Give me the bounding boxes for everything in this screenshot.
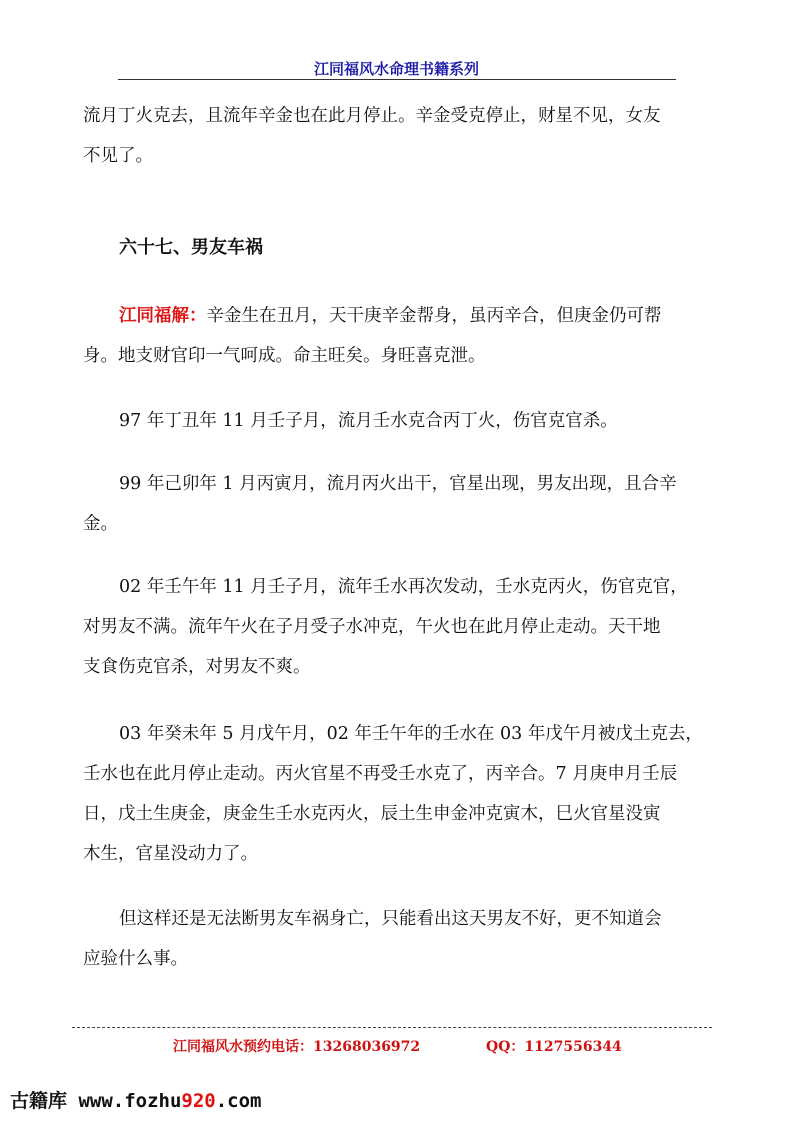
- text-line: 应验什么事。: [83, 949, 188, 969]
- footer-phone: 江同福风水预约电话：13268036972: [173, 1039, 421, 1055]
- text-line: 99 年己卯年 1 月丙寅月，流月丙火出干，官星出现，男友出现，且合辛: [119, 474, 677, 494]
- text-segment: 辛金生在丑月，天干庚辛金帮身，虽丙辛合，但庚金仍可帮: [206, 306, 662, 326]
- paragraph-6: [83, 899, 713, 979]
- site-watermark: [10, 1086, 261, 1113]
- text-line: 金。: [83, 514, 118, 534]
- paragraph-4: [83, 567, 713, 687]
- footer-contact: [0, 1036, 793, 1056]
- watermark-prefix: 古籍库 www.fozhu: [10, 1090, 182, 1112]
- text-line: 02 年壬午年 11 月壬子月，流年壬水再次发动，壬水克丙火，伤官克官，: [119, 577, 688, 597]
- footer-qq: QQ：1127556344: [486, 1039, 622, 1055]
- text-line: 03 年癸未年 5 月戊午月，02 年壬午年的壬水在 03 年戊午月被戊土克去，: [119, 724, 703, 744]
- text-line: 木生，官星没动力了。: [83, 844, 258, 864]
- text-line: 不见了。: [83, 146, 153, 166]
- text-line: 但这样还是无法断男友车祸身亡，只能看出这天男友不好，更不知道会: [119, 909, 662, 929]
- text-line: 身。地支财官印一气呵成。命主旺矣。身旺喜克泄。: [83, 346, 486, 366]
- section-heading: 六十七、男友车祸: [119, 237, 263, 258]
- paragraph-1: [83, 296, 713, 376]
- footer-divider: [72, 1027, 712, 1028]
- watermark-suffix: .com: [215, 1090, 262, 1112]
- intro-paragraph: [83, 96, 713, 176]
- paragraph-3: [83, 464, 713, 544]
- text-line: 壬水也在此月停止走动。丙火官星不再受壬水克了，丙辛合。7 月庚申月壬辰: [83, 764, 678, 784]
- watermark-number: 920: [181, 1090, 216, 1112]
- paragraph-5: [83, 714, 713, 874]
- text-line: [83, 296, 713, 336]
- text-line: 日，戊土生庚金，庚金生壬水克丙火，辰土生申金冲克寅木，巳火官星没寅: [83, 804, 661, 824]
- page-header-title: 江同福风水命理书籍系列: [313, 60, 479, 78]
- paragraph-2: [83, 401, 713, 441]
- text-line: 对男友不满。流年午火在子月受子水冲克，午火也在此月停止走动。天干地: [83, 617, 661, 637]
- author-label: 江同福解：: [119, 306, 207, 326]
- text-line: 97 年丁丑年 11 月壬子月，流月壬水克合丙丁火，伤官克官杀。: [119, 411, 618, 431]
- text-line: 支食伤克官杀，对男友不爽。: [83, 657, 311, 677]
- text-line: 流月丁火克去，且流年辛金也在此月停止。辛金受克停止，财星不见，女友: [83, 106, 661, 126]
- header-divider: [118, 79, 676, 80]
